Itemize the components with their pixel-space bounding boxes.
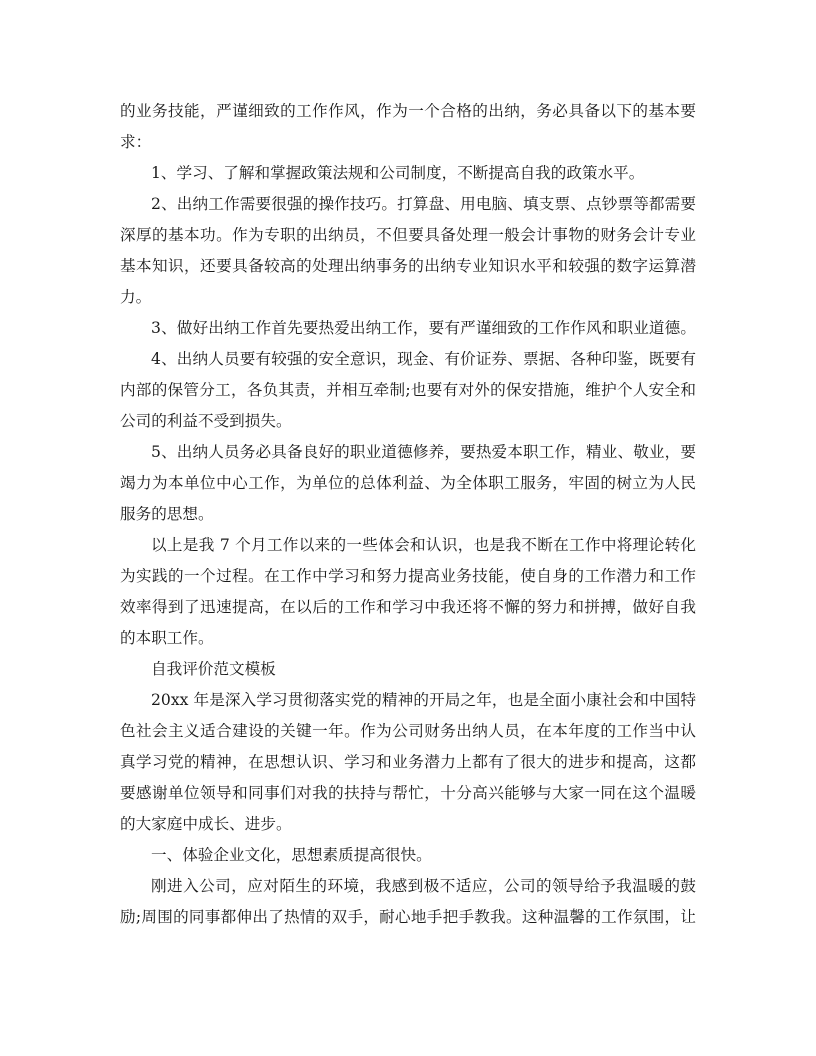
text-line: 竭力为本单位中心工作，为单位的总体利益、为全体职工服务，牢固的树立为人民 xyxy=(120,474,696,492)
text-line: 公司的利益不受到损失。 xyxy=(120,412,292,430)
text-line: 要感谢单位领导和同事们对我的扶持与帮忙，十分高兴能够与大家一同在这个温暖 xyxy=(120,784,696,802)
text-line: 求： xyxy=(120,133,152,151)
text-line: 色社会主义适合建设的关键一年。作为公司财务出纳人员，在本年度的工作当中认 xyxy=(120,722,696,740)
text-line: 3、做好出纳工作首先要热爱出纳工作，要有严谨细致的工作作风和职业道德。 xyxy=(151,319,696,337)
text-line: 的大家庭中成长、进步。 xyxy=(120,815,292,833)
text-line: 内部的保管分工，各负其责，并相互牵制;也要有对外的保安措施，维护个人安全和 xyxy=(120,381,696,399)
text-line: 5、出纳人员务必具备良好的职业道德修养，要热爱本职工作，精业、敬业，要 xyxy=(151,443,696,461)
text-line: 2、出纳工作需要很强的操作技巧。打算盘、用电脑、填支票、点钞票等都需要 xyxy=(151,195,696,213)
document-page xyxy=(120,96,696,933)
text-line: 励;周围的同事都伸出了热情的双手，耐心地手把手教我。这种温馨的工作氛围，让 xyxy=(120,908,696,926)
text-line: 4、出纳人员要有较强的安全意识，现金、有价证券、票据、各种印鉴，既要有 xyxy=(151,350,696,368)
text-line: 基本知识，还要具备较高的处理出纳事务的出纳专业知识水平和较强的数字运算潜 xyxy=(120,257,696,275)
text-line: 刚进入公司，应对陌生的环境，我感到极不适应，公司的领导给予我温暖的鼓 xyxy=(151,877,696,895)
text-line: 20xx 年是深入学习贯彻落实党的精神的开局之年，也是全面小康社会和中国特 xyxy=(151,691,696,709)
text-line: 以上是我 7 个月工作以来的一些体会和认识，也是我不断在工作中将理论转化 xyxy=(151,536,696,554)
text-line: 效率得到了迅速提高，在以后的工作和学习中我还将不懈的努力和拼搏，做好自我 xyxy=(120,598,696,616)
text-line: 自我评价范文模板 xyxy=(151,660,276,678)
text-line: 真学习党的精神，在思想认识、学习和业务潜力上都有了很大的进步和提高，这都 xyxy=(120,753,696,771)
text-line: 的业务技能，严谨细致的工作作风，作为一个合格的出纳，务必具备以下的基本要 xyxy=(120,102,696,120)
text-line: 一、体验企业文化，思想素质提高很快。 xyxy=(151,846,432,864)
text-line: 的本职工作。 xyxy=(120,629,214,647)
text-line: 力。 xyxy=(120,288,152,306)
text-line: 为实践的一个过程。在工作中学习和努力提高业务技能，使自身的工作潜力和工作 xyxy=(120,567,696,585)
text-line: 深厚的基本功。作为专职的出纳员，不但要具备处理一般会计事物的财务会计专业 xyxy=(120,226,696,244)
text-line: 服务的思想。 xyxy=(120,505,214,523)
text-line: 1、学习、了解和掌握政策法规和公司制度，不断提高自我的政策水平。 xyxy=(151,164,645,182)
